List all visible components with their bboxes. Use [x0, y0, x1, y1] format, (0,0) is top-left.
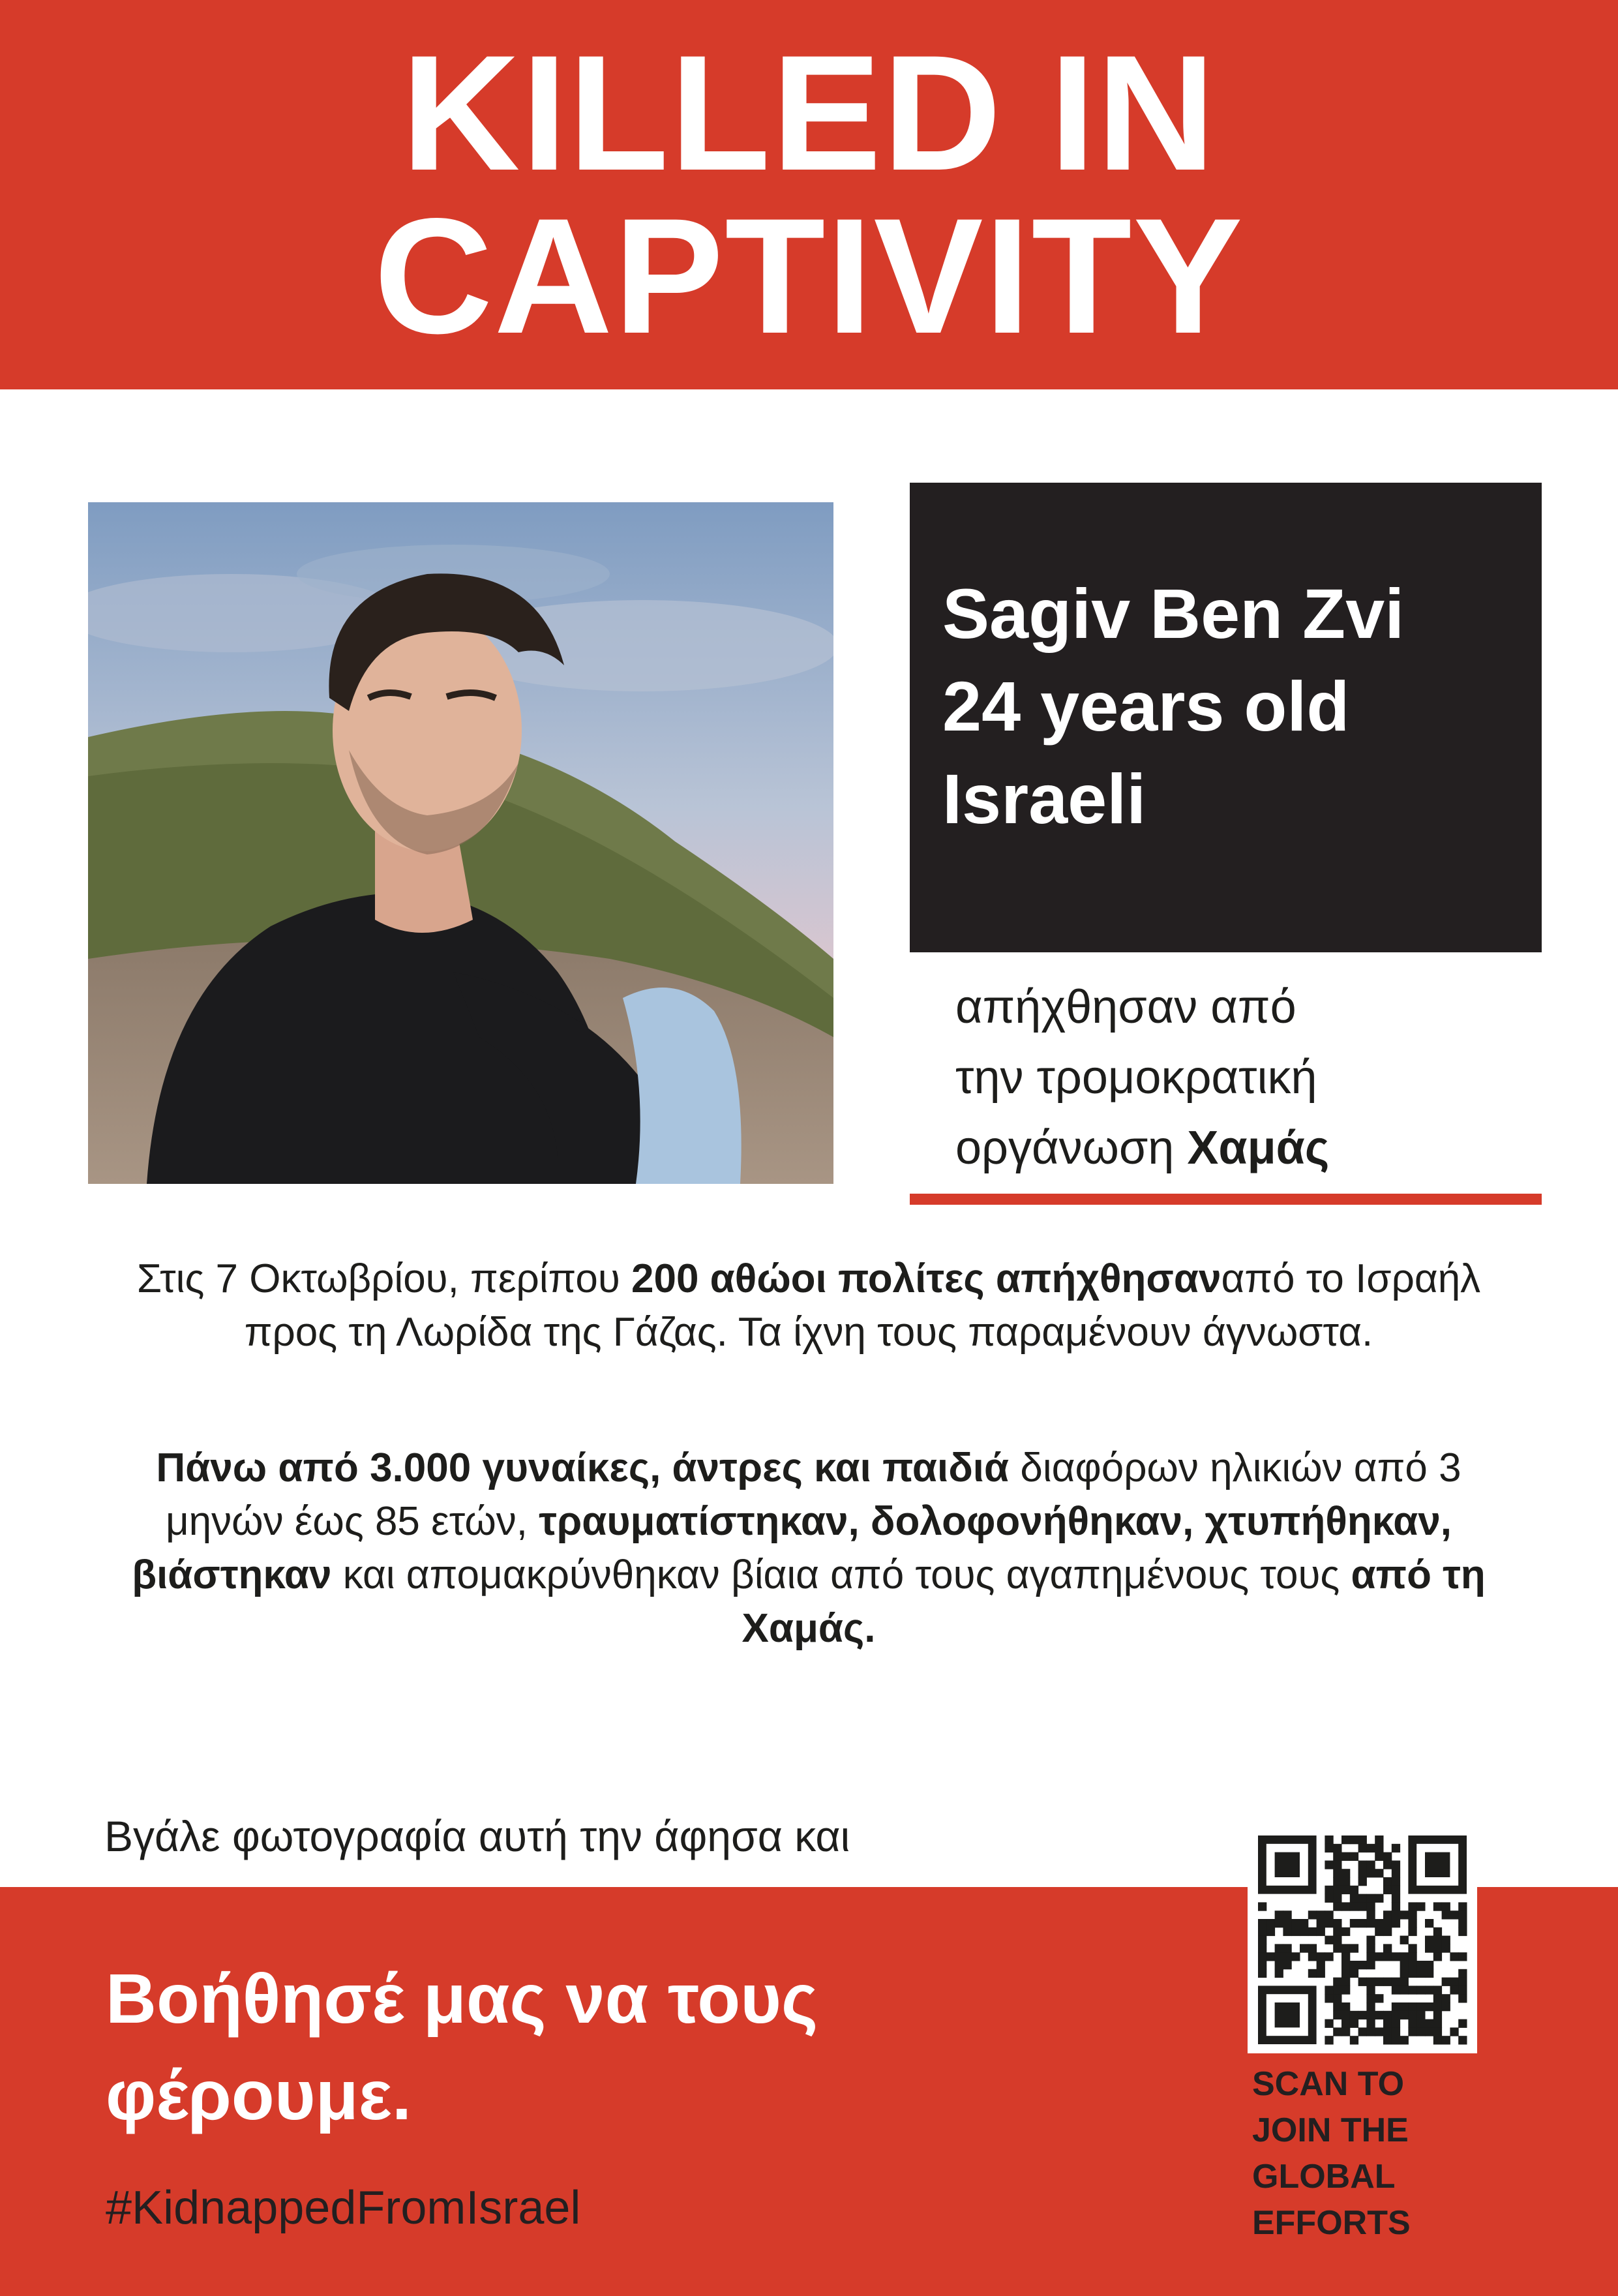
qr-module [1258, 1936, 1266, 1944]
qr-module [1383, 1911, 1392, 1919]
qr-module [1400, 1986, 1409, 1994]
qr-module [1392, 1919, 1400, 1927]
qr-module [1350, 1835, 1358, 1844]
qr-module [1416, 1986, 1425, 1994]
qr-module [1425, 1969, 1433, 1978]
qr-module [1341, 2027, 1350, 2036]
qr-module [1408, 2002, 1416, 2011]
qr-module [1442, 2036, 1450, 2044]
qr-module [1375, 1919, 1383, 1927]
qr-module [1408, 1927, 1416, 1936]
qr-module [1366, 2027, 1375, 2036]
qr-module [1358, 1978, 1367, 1986]
qr-module [1392, 1869, 1400, 1877]
qr-module [1283, 1961, 1291, 1969]
qr-module [1350, 1894, 1358, 1903]
title-line-1: KILLED IN [401, 21, 1217, 205]
qr-module [1358, 1835, 1367, 1844]
abducted-line-3-prefix: οργάνωση [955, 1122, 1188, 1174]
qr-module [1458, 1986, 1467, 1994]
qr-module [1366, 1911, 1375, 1919]
qr-module [1358, 1902, 1367, 1911]
abducted-line-3-bold: Χαμάς [1187, 1122, 1330, 1174]
person-name: Sagiv Ben Zvi [942, 574, 1405, 653]
qr-module [1392, 1894, 1400, 1903]
person-info-box [910, 483, 1542, 952]
scan-line-3: GLOBAL [1252, 2158, 1396, 2196]
qr-module [1433, 1944, 1442, 1952]
qr-module [1333, 1869, 1341, 1877]
qr-module [1416, 1902, 1425, 1911]
qr-module [1300, 1927, 1308, 1936]
qr-module [1425, 1944, 1433, 1952]
qr-module [1392, 1886, 1400, 1894]
abducted-line-2: την τρομοκρατική [955, 1051, 1317, 1104]
qr-module [1442, 1911, 1450, 1919]
qr-module [1408, 1952, 1416, 1961]
qr-module [1333, 1877, 1341, 1886]
qr-module [1341, 2002, 1350, 2011]
qr-module [1341, 1869, 1350, 1877]
qr-module [1317, 1961, 1325, 1969]
qr-module [1383, 1952, 1392, 1961]
scan-line-4: EFFORTS [1252, 2204, 1411, 2242]
qr-module [1408, 2027, 1416, 2036]
qr-module [1341, 1978, 1350, 1986]
qr-module [1258, 1919, 1266, 1927]
qr-module [1358, 2011, 1367, 2019]
qr-module [1458, 2036, 1467, 2044]
qr-module [1266, 1919, 1275, 1927]
qr-module [1325, 1886, 1333, 1894]
qr-module [1425, 1936, 1433, 1944]
qr-module [1308, 1927, 1317, 1936]
qr-module [1358, 2027, 1367, 2036]
qr-module [1341, 1902, 1350, 1911]
qr-module [1325, 1919, 1333, 1927]
qr-module [1350, 1886, 1358, 1894]
qr-module [1341, 1952, 1350, 1961]
qr-module [1341, 1886, 1350, 1894]
qr-module [1383, 2011, 1392, 2019]
abducted-statement [955, 972, 1542, 1183]
qr-module [1325, 1835, 1333, 1844]
qr-module [1400, 1936, 1409, 1944]
qr-finder-pattern [1275, 1852, 1300, 1877]
qr-module [1358, 1869, 1367, 1877]
qr-module [1458, 1994, 1467, 2002]
qr-module [1392, 2019, 1400, 2028]
qr-module [1425, 1986, 1433, 1994]
qr-module [1283, 1919, 1291, 1927]
qr-module [1283, 1952, 1291, 1961]
qr-module [1358, 1919, 1367, 1927]
paragraph1-text-1: Στις 7 Οκτωβρίου, περίπου [136, 1256, 632, 1301]
qr-module [1333, 1944, 1341, 1952]
qr-module [1383, 2027, 1392, 2036]
qr-module [1341, 1961, 1350, 1969]
qr-module [1392, 2027, 1400, 2036]
qr-module [1392, 2002, 1400, 2011]
qr-module [1300, 1919, 1308, 1927]
qr-module [1400, 2036, 1409, 2044]
qr-module [1392, 2036, 1400, 2044]
qr-module [1375, 2011, 1383, 2019]
qr-module [1408, 1969, 1416, 1978]
qr-module [1383, 1852, 1392, 1861]
qr-module [1325, 1952, 1333, 1961]
paragraph-victims-facts [111, 1442, 1506, 1655]
qr-module [1458, 1902, 1467, 1911]
qr-module [1291, 1952, 1300, 1961]
qr-module [1408, 1911, 1416, 1919]
paragraph2-text-2: και απομακρύνθηκαν βίαια από τους αγαπημένους τους [331, 1552, 1351, 1597]
qr-module [1442, 1936, 1450, 1944]
qr-module [1258, 1927, 1266, 1936]
qr-module [1383, 2036, 1392, 2044]
qr-module [1375, 1978, 1383, 1986]
qr-module [1366, 1902, 1375, 1911]
qr-module [1392, 2011, 1400, 2019]
qr-module [1333, 2027, 1341, 2036]
qr-module [1258, 1952, 1266, 1961]
qr-module [1408, 2011, 1416, 2019]
qr-module [1325, 1986, 1333, 1994]
qr-module [1358, 1860, 1367, 1869]
qr-module [1458, 1969, 1467, 1978]
qr-module [1333, 1852, 1341, 1861]
qr-module [1442, 1978, 1450, 1986]
qr-module [1375, 1994, 1383, 2002]
qr-module [1416, 2019, 1425, 2028]
qr-module [1425, 2019, 1433, 2028]
qr-module [1442, 1902, 1450, 1911]
qr-module [1392, 1952, 1400, 1961]
help-line-2: φέρουμε. [106, 2055, 412, 2134]
qr-module [1458, 1927, 1467, 1936]
qr-module [1325, 1894, 1333, 1903]
qr-module [1333, 1844, 1341, 1852]
qr-module [1458, 1911, 1467, 1919]
qr-module [1350, 1902, 1358, 1911]
qr-module [1433, 1927, 1442, 1936]
qr-module [1433, 1902, 1442, 1911]
qr-module [1458, 1919, 1467, 1927]
qr-module [1366, 1919, 1375, 1927]
qr-module [1308, 1952, 1317, 1961]
qr-module [1341, 1986, 1350, 1994]
qr-module [1450, 1986, 1458, 1994]
qr-module [1258, 1969, 1266, 1978]
qr-module [1383, 1877, 1392, 1886]
qr-module [1366, 1952, 1375, 1961]
qr-module [1341, 1944, 1350, 1952]
qr-module [1433, 2019, 1442, 2028]
paragraph1-text-2: από το Ισραήλ προς τη Λωρίδα της Γάζας. Τα ίχνη τους παραμένουν άγνωστα. [244, 1256, 1481, 1355]
qr-module [1308, 1911, 1317, 1919]
hashtag: #KidnappedFromIsrael [106, 2182, 581, 2234]
qr-module [1392, 1860, 1400, 1869]
qr-module [1433, 2002, 1442, 2011]
qr-module [1350, 1969, 1358, 1978]
qr-module [1433, 2036, 1442, 2044]
qr-module [1400, 1911, 1409, 1919]
qr-module [1333, 1936, 1341, 1944]
qr-module [1366, 1978, 1375, 1986]
qr-module [1383, 1927, 1392, 1936]
qr-module [1341, 1835, 1350, 1844]
qr-module [1425, 1961, 1433, 1969]
header-banner [0, 0, 1618, 389]
qr-module [1291, 1927, 1300, 1936]
qr-module [1358, 1894, 1367, 1903]
qr-module [1258, 1944, 1266, 1952]
paragraph2-bold-2: τραυματίστηκαν, δολοφονήθηκαν, χτυπήθηκαν, βιάστηκαν [132, 1499, 1452, 1597]
qr-module [1433, 2011, 1442, 2019]
qr-module [1383, 1944, 1392, 1952]
qr-module [1325, 2019, 1333, 2028]
qr-module [1416, 2002, 1425, 2011]
person-age: 24 years old [942, 667, 1350, 746]
qr-module [1450, 2027, 1458, 2036]
paragraph-abduction-facts [111, 1252, 1506, 1359]
qr-module [1325, 1911, 1333, 1919]
scan-instructions [1252, 2061, 1487, 2246]
qr-module [1366, 1936, 1375, 1944]
qr-module [1341, 2011, 1350, 2019]
qr-module [1350, 1919, 1358, 1927]
qr-module [1325, 1844, 1333, 1852]
paragraph2-text-1: διαφόρων ηλικιών από 3 μηνών έως 85 ετών, [165, 1445, 1461, 1544]
qr-module [1358, 1961, 1367, 1969]
qr-module [1366, 1944, 1375, 1952]
qr-module [1333, 1994, 1341, 2002]
qr-module [1341, 2019, 1350, 2028]
red-divider [910, 1194, 1542, 1205]
qr-module [1333, 1919, 1341, 1927]
qr-module [1392, 1986, 1400, 1994]
scan-line-1: SCAN TO [1252, 2065, 1405, 2103]
qr-code-icon[interactable] [1248, 1825, 1477, 2053]
qr-module [1416, 2027, 1425, 2036]
title-line-2: CAPTIVITY [374, 184, 1244, 368]
qr-module [1408, 1986, 1416, 1994]
qr-module [1291, 1919, 1300, 1927]
qr-module [1425, 2002, 1433, 2011]
qr-module [1433, 1986, 1442, 1994]
qr-module [1366, 1986, 1375, 1994]
qr-module [1317, 1952, 1325, 1961]
qr-module [1275, 1911, 1283, 1919]
qr-module [1333, 2011, 1341, 2019]
qr-module [1400, 1961, 1409, 1969]
qr-module [1392, 1877, 1400, 1886]
qr-module [1275, 1944, 1283, 1952]
qr-module [1350, 1944, 1358, 1952]
qr-module [1366, 1869, 1375, 1877]
qr-finder-pattern [1275, 2002, 1300, 2027]
qr-module [1442, 1944, 1450, 1952]
qr-code-graphic [1248, 1825, 1477, 2053]
paragraph2-bold-3: από τη Χαμάς. [742, 1552, 1486, 1651]
qr-module [1366, 1961, 1375, 1969]
qr-module [1308, 1944, 1317, 1952]
qr-module [1350, 2019, 1358, 2028]
qr-module [1392, 1978, 1400, 1986]
qr-module [1258, 1961, 1266, 1969]
qr-module [1275, 1969, 1283, 1978]
qr-module [1383, 1919, 1392, 1927]
qr-module [1450, 1978, 1458, 1986]
qr-module [1400, 1969, 1409, 1978]
qr-module [1366, 1894, 1375, 1903]
qr-module [1433, 2027, 1442, 2036]
qr-module [1333, 1986, 1341, 1994]
qr-module [1366, 1844, 1375, 1852]
qr-module [1383, 1978, 1392, 1986]
scan-line-2: JOIN THE [1252, 2111, 1409, 2149]
qr-module [1283, 1927, 1291, 1936]
qr-module [1333, 2002, 1341, 2011]
help-line-1: Βοήθησέ μας να τους [106, 1959, 818, 2038]
qr-module [1350, 2011, 1358, 2019]
qr-module [1450, 1911, 1458, 1919]
help-call-to-action [106, 1950, 1084, 2143]
qr-module [1266, 1927, 1275, 1936]
person-nationality: Israeli [942, 759, 1146, 838]
qr-module [1433, 1952, 1442, 1961]
qr-module [1358, 1844, 1367, 1852]
qr-module [1317, 1919, 1325, 1927]
qr-module [1325, 2036, 1333, 2044]
qr-module [1383, 2019, 1392, 2028]
qr-module [1408, 1902, 1416, 1911]
qr-module [1333, 1902, 1341, 1911]
qr-module [1375, 1869, 1383, 1877]
qr-module [1408, 1944, 1416, 1952]
qr-module [1392, 1844, 1400, 1852]
qr-module [1375, 1927, 1383, 1936]
qr-module [1350, 1961, 1358, 1969]
qr-module [1325, 1936, 1333, 1944]
qr-module [1442, 1994, 1450, 2002]
qr-module [1400, 1952, 1409, 1961]
qr-module [1366, 2011, 1375, 2019]
qr-module [1325, 1860, 1333, 1869]
qr-module [1266, 1952, 1275, 1961]
qr-module [1341, 1852, 1350, 1861]
qr-module [1450, 1952, 1458, 1961]
qr-module [1358, 1877, 1367, 1886]
qr-module [1275, 1919, 1283, 1927]
qr-module [1333, 1894, 1341, 1903]
qr-module [1416, 1961, 1425, 1969]
qr-module [1317, 1927, 1325, 1936]
qr-module [1375, 1952, 1383, 1961]
qr-module [1433, 1936, 1442, 1944]
qr-module [1341, 1877, 1350, 1886]
qr-module [1333, 1886, 1341, 1894]
qr-module [1425, 2027, 1433, 2036]
qr-module [1275, 1952, 1283, 1961]
qr-module [1392, 1911, 1400, 1919]
qr-module [1375, 1844, 1383, 1852]
qr-module [1416, 1969, 1425, 1978]
qr-module [1275, 1961, 1283, 1969]
qr-module [1283, 1944, 1291, 1952]
qr-module [1366, 2002, 1375, 2011]
qr-module [1366, 1860, 1375, 1869]
qr-module [1383, 1860, 1392, 1869]
qr-module [1308, 1969, 1317, 1978]
qr-module [1350, 1852, 1358, 1861]
qr-module [1400, 2011, 1409, 2019]
qr-module [1341, 1927, 1350, 1936]
qr-module [1416, 2011, 1425, 2019]
qr-module [1400, 2002, 1409, 2011]
photo-prompt-text: Βγάλε φωτογραφία αυτή την άφησα και [104, 1812, 850, 1860]
qr-module [1333, 1860, 1341, 1869]
qr-module [1350, 2036, 1358, 2044]
qr-module [1341, 1969, 1350, 1978]
portrait-photo-illustration [88, 502, 833, 1184]
qr-module [1383, 1886, 1392, 1894]
qr-module [1425, 1919, 1433, 1927]
qr-module [1375, 1894, 1383, 1903]
abducted-line-3 [955, 1113, 1542, 1183]
qr-module [1300, 1944, 1308, 1952]
paragraph2-bold-1: Πάνω από 3.000 γυναίκες, άντρες και παιδιά [156, 1445, 1010, 1490]
qr-module [1400, 1978, 1409, 1986]
qr-module [1366, 1994, 1375, 2002]
paragraph1-bold-1: 200 αθώοι πολίτες απήχθησαν [631, 1256, 1221, 1301]
qr-module [1433, 1994, 1442, 2002]
qr-module [1408, 1961, 1416, 1969]
qr-module [1283, 1911, 1291, 1919]
qr-module [1408, 1919, 1416, 1927]
qr-module [1458, 1952, 1467, 1961]
qr-module [1375, 1852, 1383, 1861]
qr-module [1333, 1978, 1341, 1986]
qr-module [1408, 2019, 1416, 2028]
qr-module [1317, 1911, 1325, 1919]
qr-module [1317, 1969, 1325, 1978]
qr-module [1442, 2002, 1450, 2011]
qr-finder-pattern [1425, 1852, 1450, 1877]
qr-module [1375, 2027, 1383, 2036]
abducted-line-1: απήχθησαν από [955, 981, 1296, 1033]
qr-module [1258, 1902, 1266, 1911]
portrait-photo [88, 502, 833, 1184]
qr-module [1458, 2019, 1467, 2028]
qr-module [1366, 2019, 1375, 2028]
qr-module [1325, 1994, 1333, 2002]
qr-module [1333, 1927, 1341, 1936]
qr-module [1458, 1978, 1467, 1986]
qr-module [1392, 1902, 1400, 1911]
qr-module [1375, 1835, 1383, 1844]
